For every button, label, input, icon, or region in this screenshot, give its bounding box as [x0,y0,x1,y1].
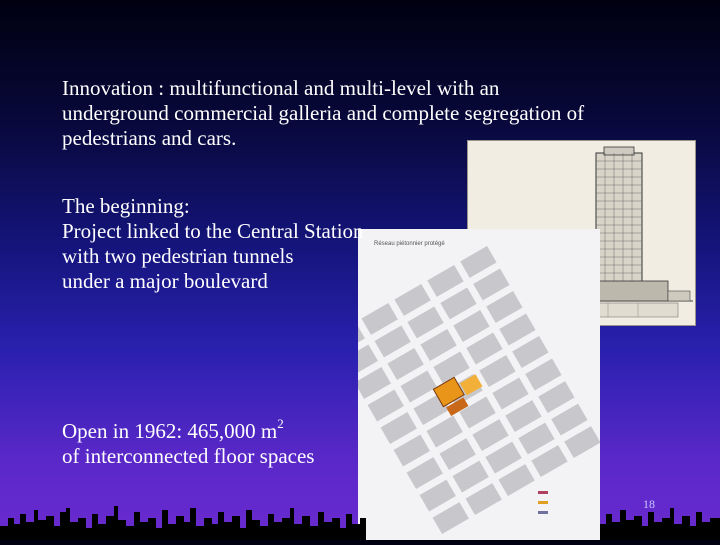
paragraph-opening [62,416,315,469]
paragraph-innovation [62,76,584,151]
text-line: with two pedestrian tunnels [62,244,294,268]
text-line: of interconnected floor spaces [62,444,315,468]
page-number: 18 [643,497,655,511]
map-title: Réseau piétonnier protégé [374,241,445,247]
opening-text: Open in 1962: 465,000 m [62,419,278,443]
text-line: underground commercial galleria and complete segregation of [62,101,585,125]
text-line: Project linked to the Central Station [62,219,364,243]
pedestrian-network-map [358,229,600,540]
text-line: under a major boulevard [62,269,268,293]
text-line: Innovation : multifunctional and multi-level with an [62,76,500,100]
city-skyline-decoration [0,500,720,540]
text-line: The beginning: [62,194,190,218]
text-line [62,416,314,444]
text-line: pedestrians and cars. [62,126,237,150]
paragraph-beginning [62,194,364,294]
superscript: 2 [277,416,284,431]
